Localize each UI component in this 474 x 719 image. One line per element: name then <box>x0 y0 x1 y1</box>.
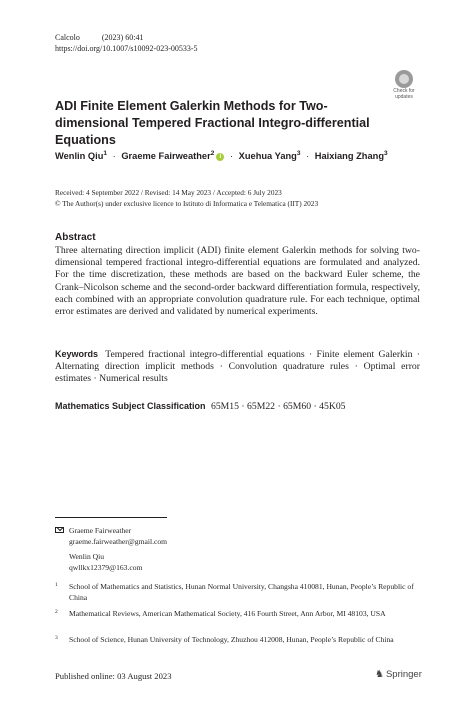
paper-title: ADI Finite Element Galerkin Methods for Two-dimensional Tempered Fractional Integro-differential Equations <box>55 99 370 147</box>
corresponding-author-name: Graeme Fairweather <box>69 526 132 535</box>
journal-name: Calcolo <box>55 33 80 42</box>
badge-line1: Check for <box>393 88 415 94</box>
author-separator: · <box>229 151 234 162</box>
second-author-email[interactable]: qwllkx12379@163.com <box>69 563 143 572</box>
check-for-updates-icon <box>395 70 413 88</box>
author-affiliation-ref: 3 <box>384 150 388 157</box>
author-separator: · <box>112 151 116 162</box>
author-affiliation-ref: 1 <box>103 150 108 157</box>
msc-codes: 65M15 · 65M22 · 65M60 · 45K05 <box>210 401 346 412</box>
publication-history <box>55 187 318 209</box>
history-dates: Received: 4 September 2022 / Revised: 14 May 2023 / Accepted: 6 July 2023 <box>55 188 282 197</box>
affiliation-text: Mathematical Reviews, American Mathematical Society, 416 Fourth Street, Ann Arbor, MI 48103, USA <box>69 609 386 618</box>
author-name[interactable]: Haixiang Zhang <box>314 151 384 162</box>
author-name[interactable]: Wenlin Qiu <box>55 151 104 162</box>
affiliation-number: 3 <box>55 635 58 641</box>
affiliation-number: 1 <box>55 582 58 588</box>
abstract-body: Three alternating direction implicit (ADI) finite element Galerkin methods for solving two-dimensional tempered fractional integro-differential equations are formulated and analyzed. For the time discretization, these methods are based on the backward Euler scheme, the Crank–Nicolson scheme and the second-order backward differentiation formula, respectively, each combined with an appropriate convolution quadrature rule. For each technique, optimal error estimates are derived and validated by numerical experiments. <box>55 245 420 318</box>
author-list <box>55 150 388 161</box>
author-affiliation-ref: 2 <box>210 150 215 157</box>
affiliation <box>55 582 425 603</box>
copyright-notice: © The Author(s) under exclusive licence to Istituto di Informatica e Telematica (IIT) 2023 <box>55 199 319 208</box>
corresponding-author-email[interactable]: graeme.fairweather@gmail.com <box>69 537 168 546</box>
correspondence-block <box>55 525 167 573</box>
msc-section <box>55 401 346 412</box>
doi-link[interactable]: https://doi.org/10.1007/s10092-023-00533-5 <box>55 44 198 53</box>
envelope-icon <box>55 527 64 533</box>
journal-header <box>55 33 143 42</box>
springer-horse-icon: ♞ <box>375 669 384 680</box>
second-author-name: Wenlin Qiu <box>69 552 105 561</box>
affiliation-text: School of Science, Hunan University of Technology, Zhuzhou 412008, Hunan, People’s Republic of China <box>69 635 394 644</box>
badge-line2: updates <box>395 94 413 100</box>
author-affiliation-ref: 3 <box>296 150 301 157</box>
abstract-heading: Abstract <box>55 232 96 243</box>
publisher-name: Springer <box>385 669 422 680</box>
affiliation <box>55 609 425 620</box>
published-online-date: Published online: 03 August 2023 <box>55 671 172 681</box>
affiliation <box>55 635 425 646</box>
affiliation-number: 2 <box>55 609 58 615</box>
keywords-body: Tempered fractional integro-differential equations · Finite element Galerkin · Alternating direction implicit methods · Convolution quadrature rules · Optimal error estimates · Numerical results <box>55 349 420 385</box>
author-separator: · <box>306 151 310 162</box>
keywords-section <box>55 348 420 386</box>
orcid-icon[interactable]: i <box>216 153 224 161</box>
author-name[interactable]: Xuehua Yang <box>238 151 297 162</box>
author-name[interactable]: Graeme Fairweather <box>121 151 211 162</box>
msc-heading: Mathematics Subject Classification <box>55 401 206 411</box>
journal-volume: (2023) 60:41 <box>101 33 144 42</box>
keywords-heading: Keywords <box>55 349 99 359</box>
footnote-divider <box>55 517 167 518</box>
affiliation-text: School of Mathematics and Statistics, Hunan Normal University, Changsha 410081, Hunan, People’s Republic of China <box>69 582 414 602</box>
publisher-logo <box>375 669 422 680</box>
